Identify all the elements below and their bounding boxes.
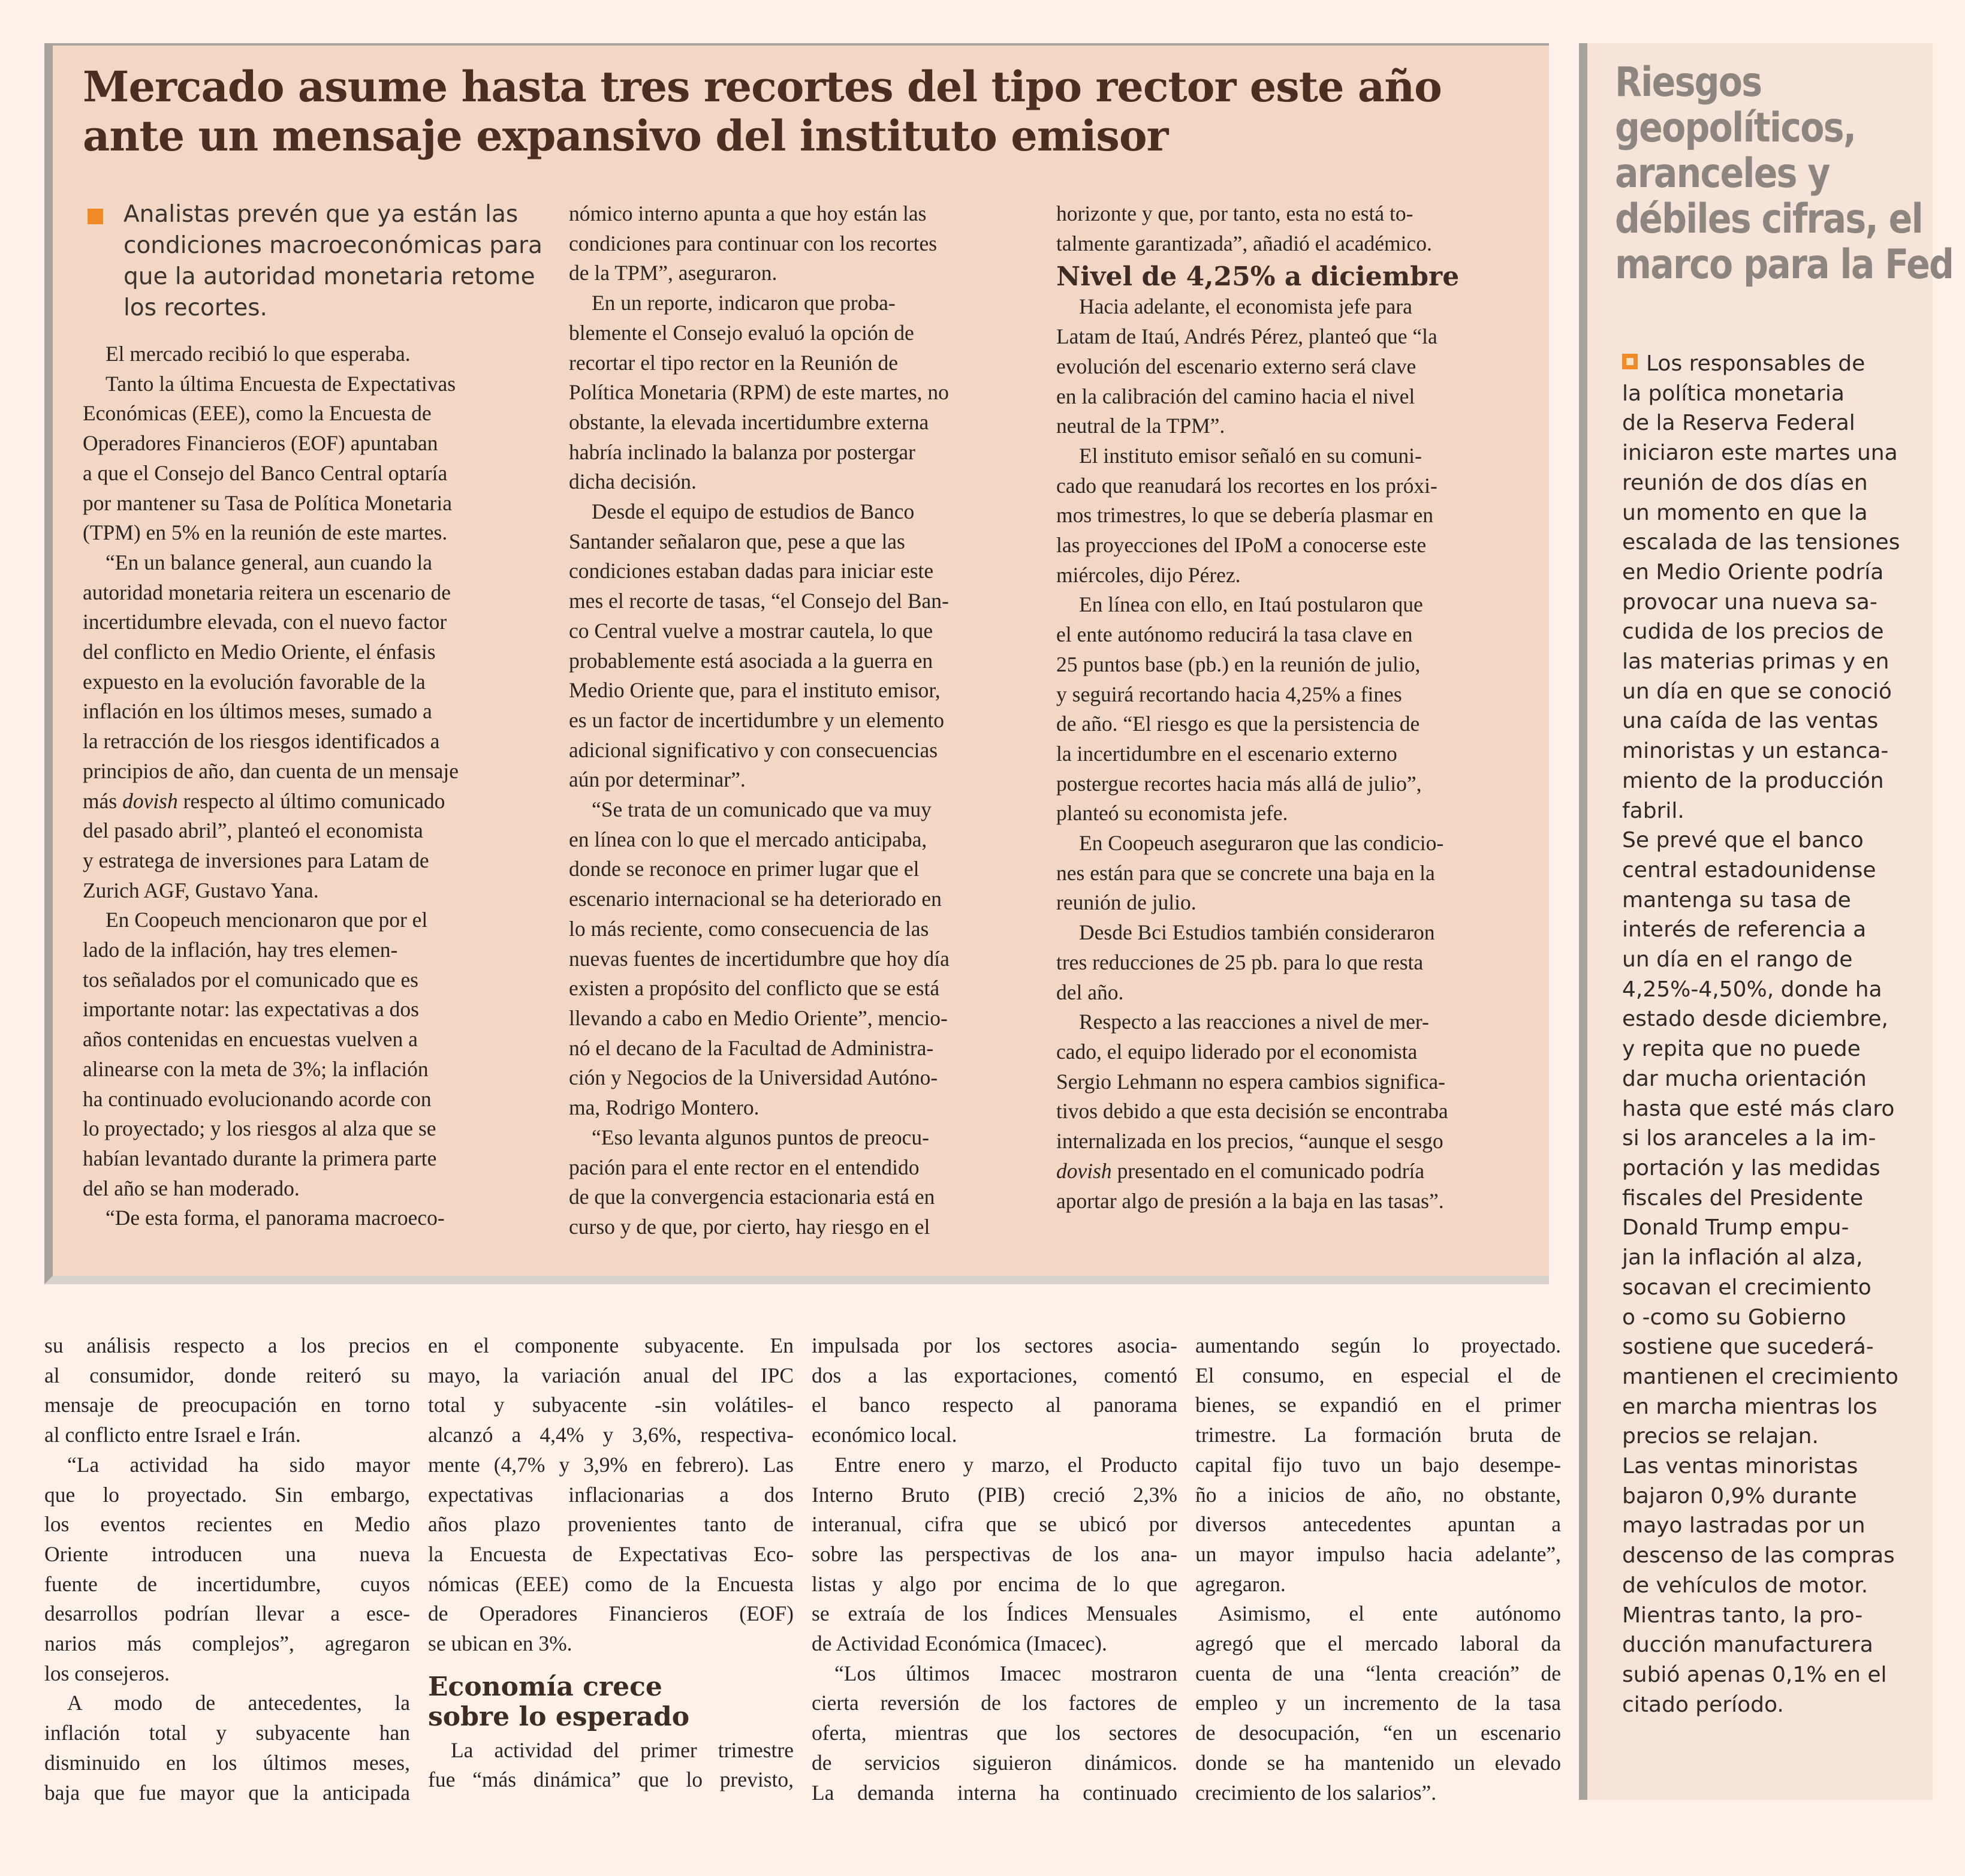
text-line: aún por determinar”. bbox=[569, 767, 746, 792]
text-line: miércoles, dijo Pérez. bbox=[1056, 562, 1241, 587]
text-line: nómico interno apunta a que hoy están las bbox=[569, 201, 927, 225]
text-line: mente (4,7% y 3,9% en febrero). Las bbox=[428, 1452, 794, 1477]
sidebar-line: un día en que se conoció bbox=[1622, 679, 1892, 704]
sidebar-line: mantienen el crecimiento bbox=[1622, 1364, 1898, 1389]
main-column-2 bbox=[569, 199, 1030, 1242]
text-line: Sergio Lehmann no espera cambios significa- bbox=[1056, 1069, 1446, 1094]
sidebar-line: en marcha mientras los bbox=[1622, 1394, 1877, 1419]
text-line: dos a las exportaciones, comentó bbox=[812, 1363, 1177, 1387]
text-line: autoridad monetaria reitera un escenario de bbox=[83, 580, 451, 604]
lower-column-1 bbox=[44, 1331, 410, 1808]
text-line: nes están para que se concrete una baja en la bbox=[1056, 860, 1435, 885]
text-line: el ente autónomo reducirá la tasa clave en bbox=[1056, 622, 1413, 647]
sidebar-line: sostiene que sucederá- bbox=[1622, 1335, 1874, 1360]
text-line: se ubican en 3%. bbox=[428, 1631, 572, 1656]
sidebar-body bbox=[1622, 349, 1922, 1720]
text-line: llevando a cabo en Medio Oriente”, mencio- bbox=[569, 1005, 948, 1030]
text-line: En un reporte, indicaron que proba- bbox=[592, 291, 896, 315]
text-line: del año se han moderado. bbox=[83, 1176, 300, 1200]
text-line: de servicios siguieron dinámicos. bbox=[812, 1750, 1177, 1775]
text-line: trimestre. La formación bruta de bbox=[1195, 1423, 1561, 1447]
text-line: Asimismo, el ente autónomo bbox=[1218, 1601, 1561, 1626]
text-line: se extraía de los Índices Mensuales bbox=[812, 1601, 1177, 1626]
text-line: diversos antecedentes apuntan a bbox=[1195, 1512, 1561, 1537]
text-line: oferta, mientras que los sectores bbox=[812, 1721, 1177, 1745]
text-line: blemente el Consejo evaluó la opción de bbox=[569, 320, 914, 345]
text-line: El mercado recibió lo que esperaba. bbox=[106, 342, 411, 366]
text-line: La demanda interna ha continuado bbox=[812, 1780, 1177, 1805]
body-text bbox=[428, 1736, 794, 1795]
text-line: habría inclinado la balanza por postergar bbox=[569, 439, 915, 464]
text-line: recortar el tipo rector en la Reunión de bbox=[569, 350, 899, 375]
text-line: En Coopeuch mencionaron que por el bbox=[106, 908, 428, 932]
text-line: del año. bbox=[1056, 980, 1124, 1004]
text-line: nómicas (EEE) como de la Encuesta bbox=[428, 1571, 794, 1596]
text-line: El instituto emisor señaló en su comuni- bbox=[1079, 443, 1422, 468]
text-line: Hacia adelante, el economista jefe para bbox=[1079, 294, 1412, 319]
text-line: “Eso levanta algunos puntos de preocu- bbox=[592, 1125, 929, 1149]
text-line: Zurich AGF, Gustavo Yana. bbox=[83, 878, 319, 902]
text-line: agregaron. bbox=[1195, 1571, 1286, 1596]
text-line: Oriente introducen una nueva bbox=[44, 1541, 410, 1566]
text-line: talmente garantizada”, añadió el académico. bbox=[1056, 231, 1432, 255]
body-text bbox=[83, 339, 538, 1233]
sidebar-line: de vehículos de motor. bbox=[1622, 1573, 1868, 1598]
headline bbox=[83, 62, 1521, 161]
text-line: La actividad del primer trimestre bbox=[451, 1738, 794, 1762]
sidebar-line: un día en el rango de bbox=[1622, 947, 1853, 972]
lower-column-2 bbox=[428, 1331, 794, 1795]
text-line: cado, el equipo liderado por el economista bbox=[1056, 1039, 1418, 1064]
text-line: la incertidumbre en el escenario externo bbox=[1056, 741, 1397, 766]
text-line: Respecto a las reacciones a nivel de mer- bbox=[1079, 1010, 1429, 1034]
sidebar-line: un momento en que la bbox=[1622, 500, 1868, 525]
sidebar-line: las materias primas y en bbox=[1622, 649, 1889, 674]
lead-summary bbox=[83, 199, 543, 324]
sidebar-line: mayo lastradas por un bbox=[1622, 1513, 1865, 1538]
text-line: expuesto en la evolución favorable de la bbox=[83, 669, 426, 694]
text-line: condiciones para continuar con los recortes bbox=[569, 231, 938, 255]
text-line: y seguirá recortando hacia 4,25% a fines bbox=[1056, 682, 1402, 706]
sidebar-paragraph bbox=[1622, 826, 1922, 1452]
text-line: cado que reanudará los recortes en los próxi- bbox=[1056, 473, 1437, 498]
text-line: el banco respecto al panorama bbox=[812, 1393, 1177, 1417]
body-text bbox=[44, 1331, 410, 1808]
lead-line: que la autoridad monetaria retome bbox=[123, 263, 535, 290]
sidebar-line: jan la inflación al alza, bbox=[1622, 1245, 1863, 1270]
text-line: importante notar: las expectativas a dos bbox=[83, 997, 419, 1022]
sidebar-line: cudida de los precios de bbox=[1622, 619, 1884, 645]
lower-column-4 bbox=[1195, 1331, 1561, 1808]
text-line: de que la convergencia estacionaria está en bbox=[569, 1185, 935, 1209]
text-line: capital fijo tuvo un bajo desempe- bbox=[1195, 1452, 1561, 1477]
text-line: inflación en los últimos meses, sumado a bbox=[83, 699, 432, 724]
text-line: de Actividad Económica (Imacec). bbox=[812, 1631, 1107, 1656]
text-line: Desde el equipo de estudios de Banco bbox=[592, 499, 915, 524]
text-line: narios más complejos”, agregaron bbox=[44, 1631, 410, 1656]
text-line: lo proyectado; y los riesgos al alza que se bbox=[83, 1116, 436, 1141]
sidebar-line: y repita que no puede bbox=[1622, 1037, 1861, 1062]
text-line: aumentando según lo proyectado. bbox=[1195, 1333, 1561, 1357]
sidebar-title-line: geopolíticos, bbox=[1615, 104, 1856, 152]
body-text bbox=[1056, 199, 1524, 258]
text-line: mes el recorte de tasas, “el Consejo del Ban- bbox=[569, 589, 949, 613]
text-line: que lo proyectado. Sin embargo, bbox=[44, 1482, 410, 1507]
text-line: impulsada por los sectores asocia- bbox=[812, 1333, 1177, 1357]
sidebar-line: en Medio Oriente podría bbox=[1622, 559, 1884, 585]
text-line: fue “más dinámica” que lo previsto, bbox=[428, 1767, 794, 1792]
body-text bbox=[1056, 292, 1524, 1216]
text-line: las proyecciones del IPoM a conocerse este bbox=[1056, 533, 1427, 558]
sidebar-line: Los responsables de bbox=[1622, 349, 1922, 379]
text-line: “En un balance general, aun cuando la bbox=[106, 550, 433, 574]
sidebar-line: descenso de las compras bbox=[1622, 1543, 1895, 1568]
sidebar-line: socavan el crecimiento bbox=[1622, 1275, 1871, 1300]
text-line: la Encuesta de Expectativas Eco- bbox=[428, 1541, 794, 1566]
text-line: baja que fue mayor que la anticipada bbox=[44, 1780, 410, 1805]
text-line: lo más reciente, como consecuencia de las bbox=[569, 916, 929, 941]
sidebar-line: la política monetaria bbox=[1622, 381, 1845, 406]
sidebar-line: interés de referencia a bbox=[1622, 917, 1867, 942]
headline-line: ante un mensaje expansivo del instituto emisor bbox=[83, 111, 1168, 161]
text-line: mayo, la variación anual del IPC bbox=[428, 1363, 794, 1387]
text-line: ción y Negocios de la Universidad Autóno- bbox=[569, 1065, 938, 1090]
sidebar-line: Mientras tanto, la pro- bbox=[1622, 1603, 1863, 1628]
sidebar-line: Donald Trump empu- bbox=[1622, 1215, 1849, 1240]
text-line: Medio Oriente que, para el instituto emisor, bbox=[569, 678, 941, 703]
text-line: Económicas (EEE), como la Encuesta de bbox=[83, 401, 432, 426]
sidebar-line: si los aranceles a la im- bbox=[1622, 1126, 1876, 1151]
text-line: interanual, cifra que se ubicó por bbox=[812, 1512, 1177, 1537]
text-line: “La actividad ha sido mayor bbox=[67, 1452, 410, 1477]
sidebar-line: citado período. bbox=[1622, 1692, 1784, 1717]
text-line: alinearse con la meta de 3%; la inflación bbox=[83, 1056, 429, 1081]
sidebar-title-line: débiles cifras, el bbox=[1615, 195, 1922, 243]
text-line: disminuido en los últimos meses, bbox=[44, 1750, 410, 1775]
text-line: ma, Rodrigo Montero. bbox=[569, 1095, 760, 1120]
sidebar-line: fiscales del Presidente bbox=[1622, 1185, 1864, 1210]
sidebar-line: dar mucha orientación bbox=[1622, 1066, 1867, 1091]
text-line: años plazo provenientes tanto de bbox=[428, 1512, 794, 1537]
body-text bbox=[569, 199, 1030, 1242]
bullet-square-icon bbox=[1622, 354, 1638, 369]
sidebar-line: provocar una nueva sa- bbox=[1622, 589, 1877, 615]
sidebar-line: 4,25%-4,50%, donde ha bbox=[1622, 977, 1882, 1002]
text-line: listas y algo por encima de lo que bbox=[812, 1571, 1177, 1596]
text-line: ha continuado evolucionando acorde con bbox=[83, 1086, 432, 1111]
sidebar-line: hasta que esté más claro bbox=[1622, 1096, 1895, 1121]
text-line: obstante, la elevada incertidumbre externa bbox=[569, 409, 929, 434]
text-line: de Operadores Financieros (EOF) bbox=[428, 1601, 794, 1626]
text-line: “De esta forma, el panorama macroeco- bbox=[106, 1206, 445, 1230]
headline-line: Mercado asume hasta tres recortes del tipo rector este año bbox=[83, 62, 1442, 112]
sidebar-paragraph bbox=[1622, 349, 1922, 826]
sidebar-line: Las ventas minoristas bbox=[1622, 1454, 1858, 1479]
text-line: Santander señalaron que, pese a que las bbox=[569, 529, 905, 553]
sidebar-line: escalada de las tensiones bbox=[1622, 530, 1900, 555]
text-line: Entre enero y marzo, el Producto bbox=[834, 1452, 1177, 1477]
text-line: inflación total y subyacente han bbox=[44, 1721, 410, 1745]
text-line: años contenidas en encuestas vuelven a bbox=[83, 1027, 418, 1052]
text-line: del pasado abril”, planteó el economista bbox=[83, 818, 423, 843]
text-line: internalizada en los precios, “aunque el sesgo bbox=[1056, 1129, 1443, 1154]
body-text bbox=[428, 1331, 794, 1659]
sidebar-paragraph bbox=[1622, 1452, 1922, 1720]
body-text bbox=[812, 1331, 1177, 1808]
lower-column-3 bbox=[812, 1331, 1177, 1808]
text-line: dovish presentado en el comunicado podría bbox=[1056, 1158, 1425, 1183]
text-line: Latam de Itaú, Andrés Pérez, planteó que “la bbox=[1056, 324, 1437, 349]
text-line: los eventos recientes en Medio bbox=[44, 1512, 410, 1537]
text-line: neutral de la TPM”. bbox=[1056, 414, 1225, 438]
text-line: horizonte y que, por tanto, esta no está to- bbox=[1056, 201, 1414, 225]
bullet-square-icon bbox=[88, 209, 103, 224]
text-line: (TPM) en 5% en la reunión de este martes. bbox=[83, 520, 448, 545]
text-line: evolución del escenario externo será clave bbox=[1056, 354, 1417, 378]
text-line: nuevas fuentes de incertidumbre que hoy día bbox=[569, 946, 950, 971]
text-line: Interno Bruto (PIB) creció 2,3% bbox=[812, 1482, 1177, 1507]
text-line: Operadores Financieros (EOF) apuntaban bbox=[83, 431, 438, 456]
sidebar-line: mantenga su tasa de bbox=[1622, 887, 1851, 913]
text-line: principios de año, dan cuenta de un mensaje bbox=[83, 758, 459, 783]
text-line: más dovish respecto al último comunicado bbox=[83, 788, 445, 813]
text-line: En Coopeuch aseguraron que las condicio- bbox=[1079, 831, 1444, 856]
text-line: total y subyacente -sin volátiles- bbox=[428, 1393, 794, 1417]
text-line: adicional significativo y con consecuencias bbox=[569, 737, 938, 762]
text-line: El consumo, en especial el de bbox=[1195, 1363, 1561, 1387]
sidebar-line: subió apenas 0,1% en el bbox=[1622, 1662, 1887, 1687]
sidebar-line: precios se relajan. bbox=[1622, 1424, 1819, 1449]
text-line: bienes, se expandió en el primer bbox=[1195, 1393, 1561, 1417]
text-line: de año. “El riesgo es que la persistencia de bbox=[1056, 712, 1420, 736]
text-line: pación para el ente rector en el entendido bbox=[569, 1155, 920, 1179]
text-line: nó el decano de la Facultad de Administra- bbox=[569, 1035, 934, 1060]
sidebar-title bbox=[1615, 59, 1954, 288]
lower-subhead-line: Economía crece bbox=[428, 1671, 662, 1702]
sidebar-line: de la Reserva Federal bbox=[1622, 411, 1855, 436]
text-line: agregó que el mercado laboral da bbox=[1195, 1631, 1561, 1656]
text-line: Tanto la última Encuesta de Expectativas bbox=[106, 371, 456, 396]
text-line: dicha decisión. bbox=[569, 469, 697, 494]
sidebar-line: central estadounidense bbox=[1622, 857, 1876, 883]
text-line: fuente de incertidumbre, cuyos bbox=[44, 1571, 410, 1596]
sidebar-line: iniciaron este martes una bbox=[1622, 441, 1898, 466]
text-line: desarrollos podrían llevar a esce- bbox=[44, 1601, 410, 1626]
text-line: tivos debido a que esta decisión se encontraba bbox=[1056, 1099, 1448, 1124]
text-line: existen a propósito del conflicto que se está bbox=[569, 976, 940, 1001]
text-line: empleo y un incremento de la tasa bbox=[1195, 1691, 1561, 1715]
sidebar-line: minoristas y un estanca- bbox=[1622, 739, 1889, 764]
sidebar-line: ducción manufacturera bbox=[1622, 1633, 1873, 1658]
text-line: al consumidor, donde reiteró su bbox=[44, 1363, 410, 1387]
text-line: tres reducciones de 25 pb. para lo que resta bbox=[1056, 950, 1424, 974]
text-line: Desde Bci Estudios también consideraron bbox=[1079, 920, 1435, 945]
text-line: aportar algo de presión a la baja en las tasas”. bbox=[1056, 1188, 1444, 1213]
text-line: al conflicto entre Israel e Irán. bbox=[44, 1423, 301, 1447]
text-line: cierta reversión de los factores de bbox=[812, 1691, 1177, 1715]
text-line: y estratega de inversiones para Latam de bbox=[83, 848, 429, 872]
sidebar-title-line: Riesgos bbox=[1615, 59, 1762, 106]
text-line: un mayor impulso hacia adelante”, bbox=[1195, 1541, 1561, 1566]
text-line: en el componente subyacente. En bbox=[428, 1333, 794, 1357]
text-line: “Los últimos Imacec mostraron bbox=[834, 1661, 1177, 1685]
text-line: A modo de antecedentes, la bbox=[67, 1691, 410, 1715]
sidebar-line: Se prevé que el banco bbox=[1622, 828, 1864, 853]
text-line: tos señalados por el comunicado que es bbox=[83, 967, 418, 992]
sidebar-line: una caída de las ventas bbox=[1622, 709, 1879, 734]
subhead: Nivel de 4,25% a diciembre bbox=[1056, 261, 1460, 293]
text-line: es un factor de incertidumbre y un elemento bbox=[569, 707, 944, 732]
text-line: mos trimestres, lo que se debería plasmar en bbox=[1056, 503, 1433, 528]
text-line: probablemente está asociada a la guerra en bbox=[569, 648, 933, 673]
text-line: su análisis respecto a los precios bbox=[44, 1333, 410, 1357]
lower-subhead-line: sobre lo esperado bbox=[428, 1701, 690, 1732]
text-line: cuenta de una “lenta creación” de bbox=[1195, 1661, 1561, 1685]
main-column-3 bbox=[1056, 199, 1524, 1216]
sidebar-line: portación y las medidas bbox=[1622, 1155, 1880, 1181]
text-line: condiciones estaban dadas para iniciar este bbox=[569, 559, 934, 583]
sidebar-title-line: marco para la Fed bbox=[1615, 241, 1954, 288]
text-line: por mantener su Tasa de Política Monetaria bbox=[83, 490, 452, 515]
text-line: la retracción de los riesgos identificados a bbox=[83, 729, 440, 754]
text-line: a que el Consejo del Banco Central optaría bbox=[83, 460, 448, 485]
sidebar-line: estado desde diciembre, bbox=[1622, 1007, 1888, 1032]
sidebar-line: o -como su Gobierno bbox=[1622, 1305, 1846, 1330]
main-column-1 bbox=[83, 199, 543, 1233]
sidebar-title-line: aranceles y bbox=[1615, 150, 1830, 197]
text-line: reunión de julio. bbox=[1056, 890, 1197, 915]
text-line: planteó su economista jefe. bbox=[1056, 801, 1288, 826]
text-line: mensaje de preocupación en torno bbox=[44, 1393, 410, 1417]
text-line: en línea con lo que el mercado anticipaba, bbox=[569, 827, 927, 851]
text-line: del conflicto en Medio Oriente, el énfasis bbox=[83, 640, 436, 664]
text-line: donde se reconoce en primer lugar que el bbox=[569, 857, 920, 881]
sidebar-line: fabril. bbox=[1622, 798, 1684, 823]
sidebar-line: miento de la producción bbox=[1622, 768, 1884, 793]
lead-line: condiciones macroeconómicas para bbox=[123, 232, 543, 259]
sidebar-line: reunión de dos días en bbox=[1622, 470, 1868, 495]
text-line: En línea con ello, en Itaú postularon que bbox=[1079, 592, 1423, 617]
text-line: económico local. bbox=[812, 1423, 957, 1447]
lower-subhead bbox=[428, 1672, 794, 1732]
body-text bbox=[1195, 1331, 1561, 1808]
text-line: habían levantado durante la primera parte bbox=[83, 1146, 437, 1170]
text-line: escenario internacional se ha deteriorado en bbox=[569, 887, 942, 911]
sidebar-line: bajaron 0,9% durante bbox=[1622, 1483, 1857, 1508]
text-line: de la TPM”, aseguraron. bbox=[569, 261, 777, 285]
text-line: incertidumbre elevada, con el nuevo factor bbox=[83, 610, 447, 634]
lead-line: los recortes. bbox=[123, 294, 267, 321]
lead-line: Analistas prevén que ya están las bbox=[123, 201, 519, 228]
text-line: expectativas inflacionarias a dos bbox=[428, 1482, 794, 1507]
text-line: en la calibración del camino hacia el nivel bbox=[1056, 384, 1415, 408]
text-line: crecimiento de los salarios”. bbox=[1195, 1780, 1437, 1805]
text-line: curso y de que, por cierto, hay riesgo en el bbox=[569, 1214, 930, 1239]
text-line: los consejeros. bbox=[44, 1661, 170, 1685]
text-line: 25 puntos base (pb.) en la reunión de julio, bbox=[1056, 652, 1421, 676]
text-line: alcanzó a 4,4% y 3,6%, respectiva- bbox=[428, 1423, 794, 1447]
text-line: donde se ha mantenido un elevado bbox=[1195, 1750, 1561, 1775]
text-line: postergue recortes hacia más allá de julio”, bbox=[1056, 771, 1422, 796]
text-line: lado de la inflación, hay tres elemen- bbox=[83, 938, 398, 962]
text-line: “Se trata de un comunicado que va muy bbox=[592, 797, 932, 822]
text-line: sobre las perspectivas de los ana- bbox=[812, 1541, 1177, 1566]
text-line: Política Monetaria (RPM) de este martes, no bbox=[569, 380, 949, 405]
text-line: ño a inicios de año, no obstante, bbox=[1195, 1482, 1561, 1507]
text-line: de desocupación, “en un escenario bbox=[1195, 1721, 1561, 1745]
text-line: co Central vuelve a mostrar cautela, lo que bbox=[569, 618, 933, 643]
